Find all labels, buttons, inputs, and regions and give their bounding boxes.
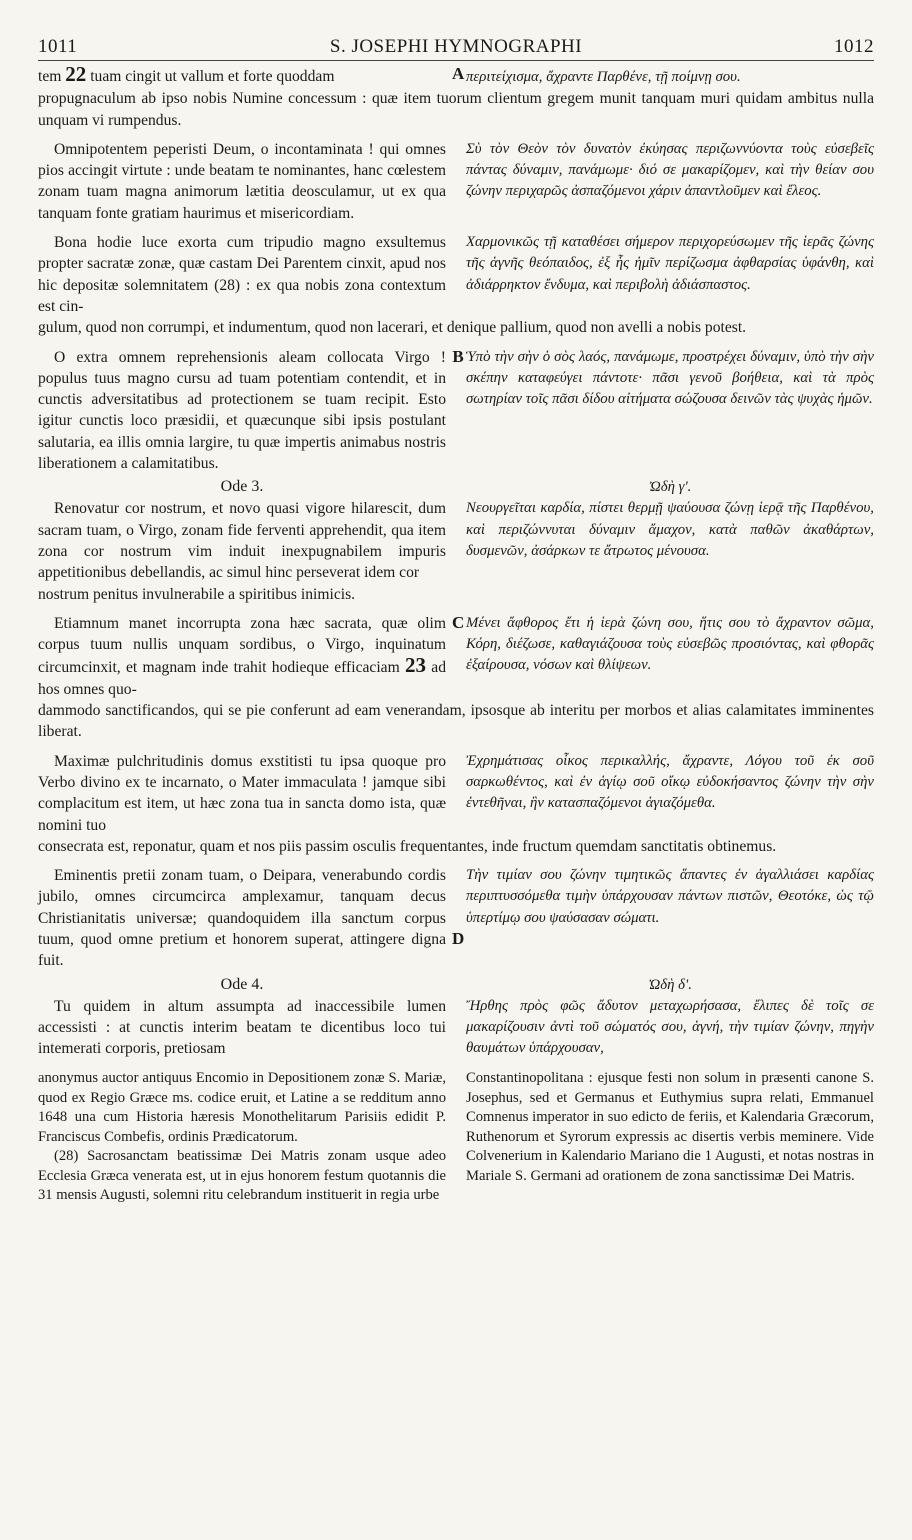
stanza-renovatur [38, 498, 874, 583]
greek-maximae: Ἐχρημάτισας οἶκος περικαλλής, ἄχραντε, Λόγου τοῦ ἐκ σοῦ σαρκωθέντος, καὶ ἐν ἁγίῳ σοῦ οἴκῳ εὐδοκήσαντος ζώνην τὴν σὴν ἐντεθῆναι, ἣν κατασπαζόμενοι ἁγιαζόμεθα. [466, 752, 874, 812]
margin-letter-c: C [452, 612, 465, 632]
column-marker-22: 22 [65, 62, 87, 86]
stanza-tu [38, 996, 874, 1060]
ode3-latin-heading: Ode 3. [220, 478, 264, 496]
column-marker-23: 23 [405, 653, 426, 678]
latin-omnipotentem: Omnipotentem peperisti Deum, o incontaminata ! qui omnes pios accingit virtute : unde beatam te nominantes, hanc cœlestem zonam tuam magna animorum lætitia deosculamur, ut ex qua tanquam fonte gratiam haurimus et misericordiam. [38, 140, 446, 222]
latin-etiamnum-text: Etiamnum manet incorrupta zona hæc sacrata, quæ olim corpus tuum nullis unquam sordibus, o Virgo, inquinatum circumcinxit, et magnam inde trahit hodieque efficaciam [38, 614, 446, 677]
footnotes-left [38, 1069, 446, 1206]
full-gulum: gulum, quod non corrumpi, et indumentum, quod non lacerari, et denique pallium, quod non avelli a nobis potest. [38, 319, 747, 337]
ode4-latin-heading: Ode 4. [220, 975, 264, 993]
full-dammodo: dammodo sanctificandos, qui se pie conferunt ad eam venerandam, ipsosque ab interitu per morbos et alias calamitates imminentes liberat. [38, 702, 874, 741]
ode3-heading-row [38, 474, 874, 498]
footnote-28: (28) Sacrosanctam beatissimæ Dei Matris zonam usque adeo Ecclesia Græca venerata est, ut in ejus honorem festum quotannis die 31 mensis Augusti, solemni ritu celebrandum instituerit in regia urbe [38, 1148, 446, 1204]
opening-greek: περιτείχισμα, ἄχραντε Παρθένε, τῇ ποίμνῃ σου. [466, 69, 741, 85]
stanza-extra [38, 347, 874, 475]
stanza-maximae [38, 751, 874, 836]
page-header [38, 36, 874, 58]
ode4-heading-row [38, 972, 874, 996]
full-consecrata: consecrata est, reponatur, quam et nos piis passim osculis frequentantes, inde fructum quemdam sanctitatis obtinemus. [38, 837, 777, 855]
opening-continuation: propugnaculum ab ipso nobis Numine concessum : quæ item tuorum clientum gregem munit tanquam muri quidam ambitus nulla unquam vi rumpendus. [38, 90, 874, 129]
greek-omnipotentem: Σὺ τὸν Θεὸν τὸν δυνατὸν ἐκύησας περιζωννύοντα τοὺς εὐσεβεῖς πάντας δύναμιν, πανάμωμε· διό σε μακαρίζομεν, καὶ τὴν θείαν σου ζώνην περιχαρῶς ἀσπαζόμενοι χάριν ἀπαντλοῦμεν καὶ ἔλεος. [466, 140, 874, 200]
margin-letter-b: B [452, 346, 464, 366]
stanza-etiamnum [38, 613, 874, 700]
opening-word: tem [38, 68, 62, 85]
page-number-right: 1012 [834, 36, 874, 57]
margin-letter-a: A [452, 64, 465, 83]
ode4-greek-heading: Ὠδὴ δ'. [648, 976, 692, 993]
header-rule [38, 60, 874, 61]
latin-maximae: Maximæ pulchritudinis domus exstitisti tu ipsa quoque pro Verbo divino ex te incarnato, o Mater immaculata ! jamque sibi complacitum est item, ut hæc zona tua in sancta domo ista, quæ nomini tuo [38, 752, 446, 834]
opening-latin [38, 64, 446, 87]
latin-renovatur: Renovatur cor nostrum, et novo quasi vigore hilarescit, dum sacram tuam, o Virgo, zonam fide ferventi apprehendit, qua item zona cor nostrum vim induit inexpugnabilem impuris appetitionibus debellandis, ac simul hinc perseverat idem cor [38, 500, 446, 582]
stanza-omnipotentem [38, 139, 874, 224]
greek-extra: Ὑπὸ τὴν σὴν ὁ σὸς λαός, πανάμωμε, προστρέχει δύναμιν, ὑπὸ τὴν σὴν σκέπην καταφεύγει πάντοτε· πᾶσι γενοῦ βοήθεια, καὶ τὰ πρὸς σωτηρίαν τοῖς πᾶσι δίδου αἰτήματα σώζουσα δεινῶν τὰς ψυχὰς ἡμῶν. [466, 348, 874, 408]
footnote-anonymus: anonymus auctor antiquus Encomio in Depositionem zonæ S. Mariæ, quod ex Regio Græce ms. codice eruit, et Latine a se redditum anno 1648 una cum Historia hæresis Monothelitarum Parisiis edidit P. Franciscus Combefis, ordinis Prædicatorum. [38, 1070, 446, 1145]
latin-etiamnum [38, 613, 446, 700]
opening-row [38, 64, 874, 88]
page-body [38, 64, 874, 1206]
greek-tu: Ἤρθης πρὸς φῶς ἄδυτον μεταχωρήσασα, ἔλιπες δὲ τοῖς σε μακαρίζουσιν ἀντὶ τοῦ σώματός σου, ἁγνή, τὴν τιμίαν ζώνην, πηγὴν θαυμάτων ὑπάρχουσαν, [466, 997, 874, 1057]
latin-tu: Tu quidem in altum assumpta ad inaccessibile lumen accessisti : at cunctis interim beatam te dicentibus loco tui intemerati corporis, pretiosam [38, 997, 446, 1058]
full-nostrum: nostrum penitus invulnerabile a spiritibus inimicis. [38, 585, 356, 603]
latin-etiamnum-end: ad hos omnes quo- [38, 659, 446, 698]
footnotes-right [466, 1069, 874, 1206]
latin-eminentis: Eminentis pretii zonam tuam, o Deipara, venerabundo cordis jubilo, omnes circumcirca amplexamur, tanquam decus Christianitatis universæ; quandoquidem illa sanctum corpus tuum, quod omne pretium et honorem superat, attingere digna fuit. [38, 867, 446, 970]
footnotes [38, 1069, 874, 1206]
ode3-greek-heading: Ὠδὴ γ'. [648, 479, 692, 496]
latin-extra: O extra omnem reprehensionis aleam collocata Virgo ! populus tuus magno cursu ad tuam potentiam contendit, et in cunctis adversitatibus ad protectionem se tuam recipit. Esto igitur cunctis loco præsidii, et quæcunque sibi ipsis postulant salutaria, ea illis omnia largire, tu quæ impertis animabus nostris liberationem a calamitatibus. [38, 348, 446, 473]
running-title: S. JOSEPHI HYMNOGRAPHI [329, 36, 583, 57]
page-number-left: 1011 [38, 36, 78, 57]
margin-letter-d: D [452, 929, 465, 949]
greek-bona: Χαρμονικῶς τῇ καταθέσει σήμερον περιχορεύσωμεν τῆς ἱερᾶς ζώνης τῆς ἁγνῆς θεόπαιδος, ἐξ ἧς ἡμῖν περίζωσμα ἀφθαρσίας ὑφάνθη, καὶ ἀδιάρρηκτον ἔνδυμα, καὶ περιβολὴ ἀδιάσπαστος. [466, 234, 874, 293]
latin-bona: Bona hodie luce exorta cum tripudio magno exsultemus propter sacratæ zonæ, quæ castam Dei Parentem cinxit, apud nos hic depositæ solemnitatem (28) : ex qua nobis zona contextum est cin- [38, 234, 446, 315]
greek-etiamnum: Μένει ἄφθορος ἔτι ἡ ἱερὰ ζώνη σου, ἥτις σου τὸ ἄχραντον σῶμα, Κόρη, διέζωσε, καθαγιάζουσα τοὺς εὐσεβῶς προσιόντας, καὶ φθορᾶς ἐξαίρουσα, νόσων καὶ θλίψεων. [466, 614, 874, 674]
opening-latin-line: tuam cingit ut vallum et forte quoddam [90, 68, 335, 85]
greek-eminentis: Τὴν τιμίαν σου ζώνην τιμητικῶς ἅπαντες ἐν ἀγαλλιάσει καρδίας περιπτυσσόμεθα τιμὴν ὑπάρχουσαν πάντων πιστῶν, Θεοτόκε, ὡς τῷ ὑπερτίμῳ σου ψαύσασαν σώματι. [466, 867, 874, 926]
stanza-eminentis [38, 865, 874, 971]
stanza-bona [38, 232, 874, 317]
greek-renovatur: Νεουργεῖται καρδία, πίστει θερμῇ ψαύουσα ζώνῃ ἱερᾷ τῆς Παρθένου, καὶ περιζώννυται δύναμιν ἄμαχον, κατὰ παθῶν ἀκαθάρτων, δυσμενῶν, ἀσάρκων τε ἄτρωτος μένουσα. [466, 500, 874, 559]
footnote-constantinopolitana: Constantinopolitana : ejusque festi non solum in præsenti canone S. Josephus, sed et Germanus et Euthymius supra relati, Emmanuel Comnenus imperator in suo edicto de feriis, et Kalendaria Græcorum, Ruthenorum et Syrorum expressis ac disertis verbis meminere. Vide Colvenerium in Kalendario Mariano die 1 Augusti, et notas nostras in Mariale S. Germani ad orationem de zona sanctissimæ Dei Matris. [466, 1070, 874, 1184]
